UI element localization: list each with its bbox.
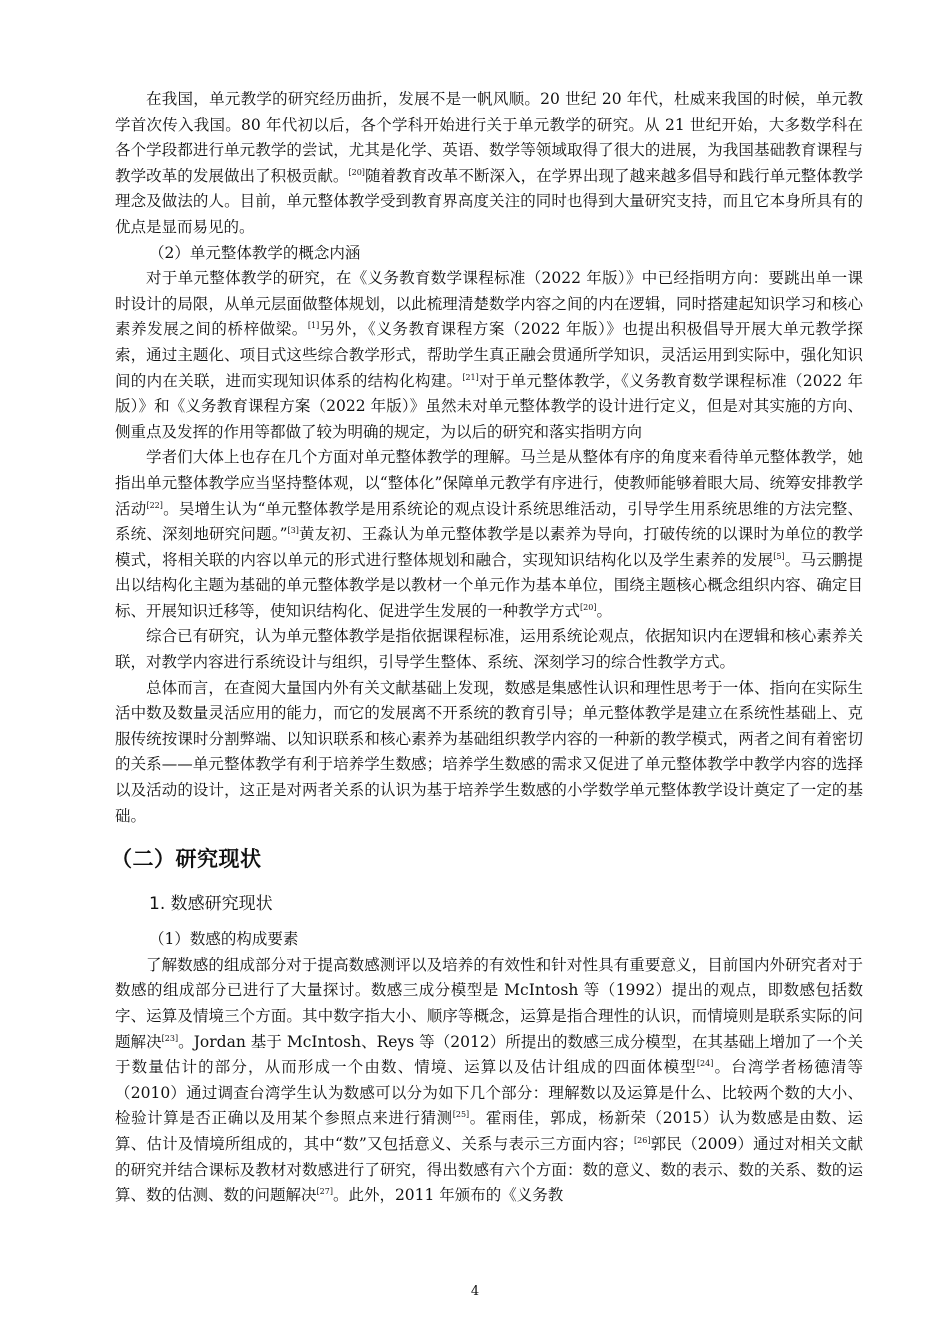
citation-ref: [1] <box>307 321 320 331</box>
citation-ref: [22] <box>146 500 163 510</box>
text-run: （2）单元整体教学的概念内涵 <box>149 243 361 262</box>
text-run: 郭民（2009）通过对相关文献的研究并结合课标及教材对数感进行了研究，得出数感有六个方面：数的意义、数的表示、数的关系、数的运算、数的估测、数的问题解决 <box>115 1134 863 1205</box>
citation-ref: [20] <box>348 167 365 177</box>
citation-ref: [23] <box>161 1033 179 1043</box>
citation-ref: [25] <box>452 1110 470 1120</box>
text-run: 。此外，2011 年颁布的《义务教 <box>332 1186 564 1205</box>
paragraph-p1 <box>115 87 863 241</box>
citation-ref: [24] <box>696 1059 714 1069</box>
bottom-paragraphs <box>115 927 863 1209</box>
citation-ref: [20] <box>580 602 597 612</box>
citation-ref: [3] <box>287 526 299 536</box>
paragraph-p4 <box>115 624 863 675</box>
top-paragraphs <box>115 87 863 829</box>
text-run: 。霍雨佳，郭成，杨新荣（2015）认为数感是由数、运算、估计及情境所组成的，其中“数”又包括意义、关系与表示三方面内容； <box>115 1109 863 1153</box>
paragraph-p3 <box>115 445 863 624</box>
paragraph-p6 <box>115 953 863 1209</box>
text-run: 对于单元整体教学，《义务教育数学课程标准（2022 年版）》和《义务教育课程方案（2022 年版）》虽然未对单元整体教学的设计进行定义，但是对其实施的方向、侧重点及发挥的作用等都做了较为明确的规定，为以后的研究和落实指明方向 <box>115 371 863 441</box>
text-run: 综合已有研究，认为单元整体教学是指依据课程标准，运用系统论观点，依据知识内在逻辑和核心素养关联，对教学内容进行系统设计与组织，引导学生整体、系统、深刻学习的综合性教学方式。 <box>115 627 863 672</box>
subheading-s2 <box>115 927 863 953</box>
subsection-heading: 1. 数感研究现状 <box>149 894 273 915</box>
text-run: 了解数感的组成部分对于提高数感测评以及培养的有效性和针对性具有重要意义，目前国内外研究者对于数感的组成部分已进行了大量探讨。数感三成分模型是 McIntosh 等（1992）提出的观点，即数感包括数字、运算及情境三个方面。其中数字指大小、顺序等概念，运算是指合理性的认识，而情境则是联系实际的问题解决 <box>115 955 863 1051</box>
text-run: 。台湾学者杨德清等（2010）通过调查台湾学生认为数感可以分为如下几个部分：理解数以及运算是什么、比较两个数的大小、检验计算是否正确以及用某个参照点来进行猜测 <box>115 1058 863 1128</box>
text-run: 另外，《义务教育课程方案（2022 年版）》也提出积极倡导开展大单元教学探索，通过主题化、项目式这些综合教学形式，帮助学生真正融会贯通所学知识，灵活运用到实际中，强化知识间的内在关联，进而实现知识体系的结构化构建。 <box>115 320 863 390</box>
text-run: 。马云鹏提出以结构化主题为基础的单元整体教学是以教材一个单元作为基本单位，围绕主题核心概念组织内容、确定目标、开展知识迁移等，使知识结构化、促进学生发展的一种教学方式 <box>115 550 863 620</box>
section-heading: （二）研究现状 <box>111 847 262 872</box>
page-number: 4 <box>470 1284 480 1299</box>
text-run: 随着教育改革不断深入，在学界出现了越来越多倡导和践行单元整体教学理念及做法的人。目前，单元整体教学受到教育界高度关注的同时也得到大量研究支持，而且它本身所具有的优点是显而易见的。 <box>115 166 863 236</box>
text-run: 。Jordan 基于 McIntosh、Reys 等（2012）所提出的数感三成分模型，在其基础上增加了一个关于数量估计的部分，从而形成一个由数、情境、运算以及估计组成的四面体模型 <box>115 1032 863 1077</box>
text-run: 总体而言，在查阅大量国内外有关文献基础上发现，数感是集感性认识和理性思考于一体、指向在实际生活中数及数量灵活应用的能力，而它的发展离不开系统的教育引导；单元整体教学是建立在系统性基础上、克服传统按课时分割弊端、以知识联系和核心素养为基础组织教学内容的一种新的教学模式，两者之间有着密切的关系——单元整体教学有利于培养学生数感；培养学生数感的需求又促进了单元整体教学中教学内容的选择以及活动的设计，这正是对两者关系的认识为基于培养学生数感的小学数学单元整体教学设计奠定了一定的基础。 <box>115 678 863 825</box>
subheading-s1 <box>115 241 863 267</box>
page-body <box>111 87 863 1209</box>
text-run: 黄友初、王淼认为单元整体教学是以素养为导向，打破传统的以课时为单位的教学模式，将相关联的内容以单元的形式进行整体规划和融合，实现知识结构化以及学生素养的发展 <box>115 525 863 569</box>
text-run: 对于单元整体教学的研究，在《义务教育数学课程标准（2022 年版）》中已经指明方向：要跳出单一课时设计的局限，从单元层面做整体规划，以此梳理清楚数学内容之间的内在逻辑，同时搭建起知识学习和核心素养发展之间的桥梓做梁。 <box>115 269 863 339</box>
citation-ref: [26] <box>634 1135 651 1145</box>
citation-ref: [21] <box>462 372 479 382</box>
paragraph-p5 <box>115 676 863 830</box>
citation-ref: [27] <box>316 1187 333 1197</box>
text-run: 。 <box>596 601 612 620</box>
text-run: 在我国，单元教学的研究经历曲折，发展不是一帆风顺。20 世纪 20 年代，杜威来我国的时候，单元教学首次传入我国。80 年代初以后，各个学科开始进行关于单元教学的研究。从 21 世纪开始，大多数学科在各个学段都进行单元教学的尝试，尤其是化学、英语、数学等领域取得了很大的进展，为我国基础教育课程与教学改革的发展做出了积极贡献。 <box>115 90 863 185</box>
text-run: 。吴增生认为“单元整体教学是用系统论的观点设计系统思维活动，引导学生用系统思维的方法完整、系统、深刻地研究问题。” <box>115 499 863 544</box>
text-run: 学者们大体上也存在几个方面对单元整体教学的理解。马兰是从整体有序的角度来看待单元整体教学，她指出单元整体教学应当坚持整体观，以“整体化”保障单元教学有序进行，使教师能够着眼大局、统筹安排教学活动 <box>115 448 863 518</box>
text-run: （1）数感的构成要素 <box>149 930 299 949</box>
paragraph-p2 <box>115 266 863 445</box>
citation-ref: [5] <box>773 551 785 561</box>
